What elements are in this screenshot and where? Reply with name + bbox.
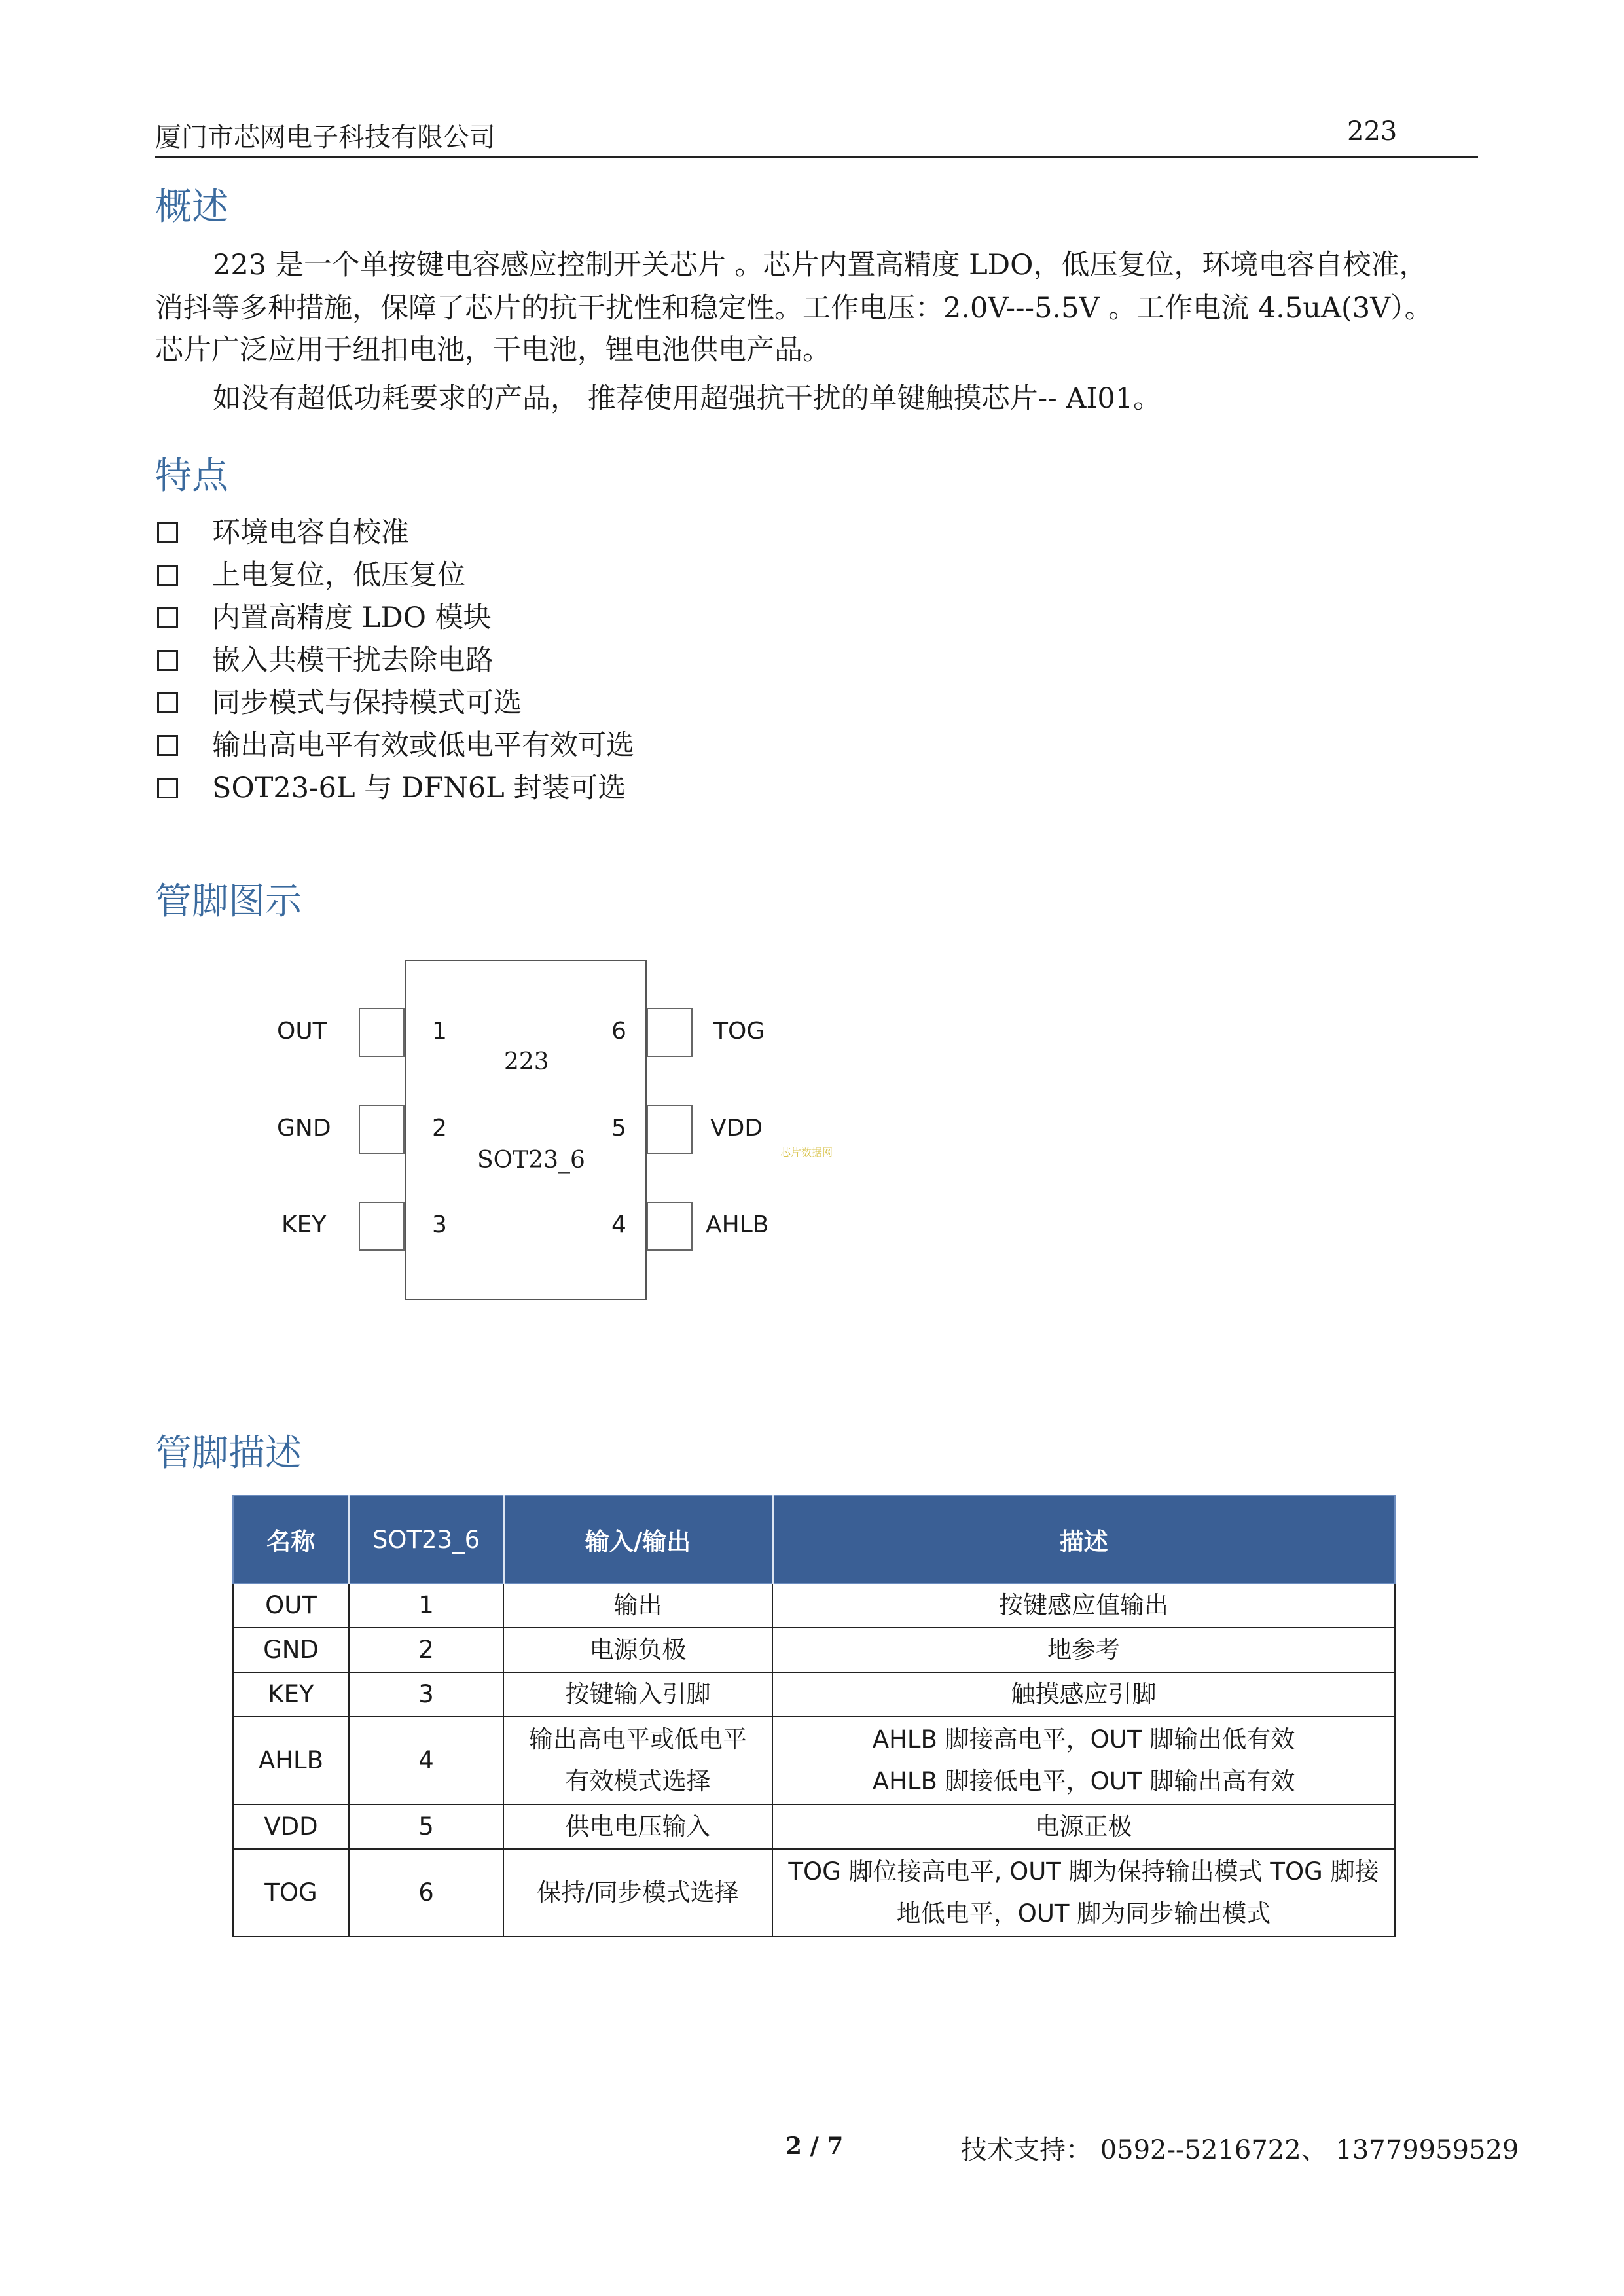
cell-name: GND <box>233 1628 349 1672</box>
page-number: 2 / 7 <box>785 2132 844 2160</box>
feature-item: 同步模式与保持模式可选 <box>157 681 522 725</box>
section-title-pin-description: 管脚描述 <box>155 1432 302 1475</box>
overview-line-1: 223 是一个单按键电容感应控制开关芯片 。芯片内置高精度 LDO，低压复位，环境电容自校准， <box>213 249 1428 281</box>
header-company-name: 厦门市芯网电子科技有限公司 <box>155 122 496 152</box>
section-title-overview: 概述 <box>155 186 228 228</box>
pin-name-gnd: GND <box>277 1115 331 1141</box>
checkbox-icon <box>157 735 178 756</box>
cell-io: 按键输入引脚 <box>503 1672 772 1717</box>
cell-description: 地参考 <box>772 1628 1395 1672</box>
pin-name-vdd: VDD <box>710 1115 763 1141</box>
cell-pin: 5 <box>349 1804 503 1849</box>
table-row <box>233 1628 1395 1672</box>
cell-pin: 1 <box>349 1583 503 1628</box>
cell-name: OUT <box>233 1583 349 1628</box>
header-io: 输入/输出 <box>503 1496 772 1583</box>
cell-pin: 2 <box>349 1628 503 1672</box>
chip-label: 223 <box>504 1049 549 1075</box>
table-row <box>233 1804 1395 1849</box>
section-title-pin-diagram: 管脚图示 <box>155 880 302 923</box>
cell-name: TOG <box>233 1849 349 1937</box>
cell-description-line-1: AHLB 脚接高电平，OUT 脚输出低有效 <box>872 1725 1295 1753</box>
pin-name-key: KEY <box>281 1211 327 1238</box>
package-label: SOT23_6 <box>477 1147 585 1174</box>
checkbox-icon <box>157 650 178 671</box>
cell-description-line-2: AHLB 脚接低电平，OUT 脚输出高有效 <box>872 1767 1295 1795</box>
overview-paragraph-2: 如没有超低功耗要求的产品， 推荐使用超强抗干扰的单键触摸芯片-- AI01。 <box>213 382 1162 415</box>
pin-pad-1 <box>359 1008 405 1057</box>
feature-item: 环境电容自校准 <box>157 511 409 554</box>
pin-number-6: 6 <box>611 1018 626 1045</box>
pin-number-1: 1 <box>432 1018 447 1045</box>
checkbox-icon <box>157 565 178 586</box>
pin-number-4: 4 <box>611 1211 626 1238</box>
table-header-row <box>233 1496 1395 1583</box>
cell-description: 触摸感应引脚 <box>772 1672 1395 1717</box>
header-name: 名称 <box>233 1496 349 1583</box>
cell-name: VDD <box>233 1804 349 1849</box>
pin-pad-5 <box>647 1105 693 1154</box>
section-title-features: 特点 <box>155 455 228 497</box>
pin-description-table <box>232 1495 1396 1937</box>
cell-io: 保持/同步模式选择 <box>503 1849 772 1937</box>
overview-line-3: 芯片广泛应用于纽扣电池，干电池，锂电池供电产品。 <box>155 334 831 367</box>
feature-item: 上电复位，低压复位 <box>157 554 465 597</box>
table-row <box>233 1849 1395 1937</box>
pin-pad-4 <box>647 1202 693 1251</box>
cell-description <box>772 1849 1395 1937</box>
table-row <box>233 1717 1395 1804</box>
cell-io <box>503 1717 772 1804</box>
checkbox-icon <box>157 522 178 543</box>
pin-name-ahlb: AHLB <box>706 1211 769 1238</box>
pin-name-out: OUT <box>277 1018 327 1045</box>
pin-pad-6 <box>647 1008 693 1057</box>
watermark: 芯片数据网 <box>780 1146 833 1158</box>
feature-item: SOT23-6L 与 DFN6L 封装可选 <box>157 766 626 810</box>
cell-name: KEY <box>233 1672 349 1717</box>
checkbox-icon <box>157 778 178 798</box>
cell-description-line-1: TOG 脚位接高电平, OUT 脚为保持输出模式 TOG 脚接 <box>788 1857 1379 1886</box>
checkbox-icon <box>157 692 178 713</box>
header-divider <box>155 156 1478 158</box>
pin-name-tog: TOG <box>713 1018 765 1045</box>
cell-description: 按键感应值输出 <box>772 1583 1395 1628</box>
header-package: SOT23_6 <box>349 1496 503 1583</box>
checkbox-icon <box>157 607 178 628</box>
cell-io: 输出 <box>503 1583 772 1628</box>
cell-io-line-1: 输出高电平或低电平 <box>529 1725 747 1753</box>
table-row <box>233 1583 1395 1628</box>
cell-description: 电源正极 <box>772 1804 1395 1849</box>
cell-description <box>772 1717 1395 1804</box>
pin-number-2: 2 <box>432 1115 447 1141</box>
pin-pad-3 <box>359 1202 405 1251</box>
pin-pad-2 <box>359 1105 405 1154</box>
feature-item: 输出高电平有效或低电平有效可选 <box>157 724 634 767</box>
header-description: 描述 <box>772 1496 1395 1583</box>
pin-number-5: 5 <box>611 1115 626 1141</box>
cell-name: AHLB <box>233 1717 349 1804</box>
header-part-number: 223 <box>1347 117 1398 147</box>
cell-io-line-2: 有效模式选择 <box>565 1767 711 1795</box>
cell-pin: 6 <box>349 1849 503 1937</box>
pin-number-3: 3 <box>432 1211 447 1238</box>
cell-io: 供电电压输入 <box>503 1804 772 1849</box>
cell-io: 电源负极 <box>503 1628 772 1672</box>
cell-pin: 4 <box>349 1717 503 1804</box>
tech-support-contact: 技术支持： 0592--5216722、 13779959529 <box>961 2135 1519 2165</box>
feature-item: 内置高精度 LDO 模块 <box>157 596 492 639</box>
table-row <box>233 1672 1395 1717</box>
cell-description-line-2: 地低电平，OUT 脚为同步输出模式 <box>896 1899 1271 1928</box>
overview-line-2: 消抖等多种措施，保障了芯片的抗干扰性和稳定性。工作电压：2.0V---5.5V 。工作电流 4.5uA(3V）。 <box>155 292 1433 325</box>
cell-pin: 3 <box>349 1672 503 1717</box>
feature-item: 嵌入共模干扰去除电路 <box>157 639 494 682</box>
